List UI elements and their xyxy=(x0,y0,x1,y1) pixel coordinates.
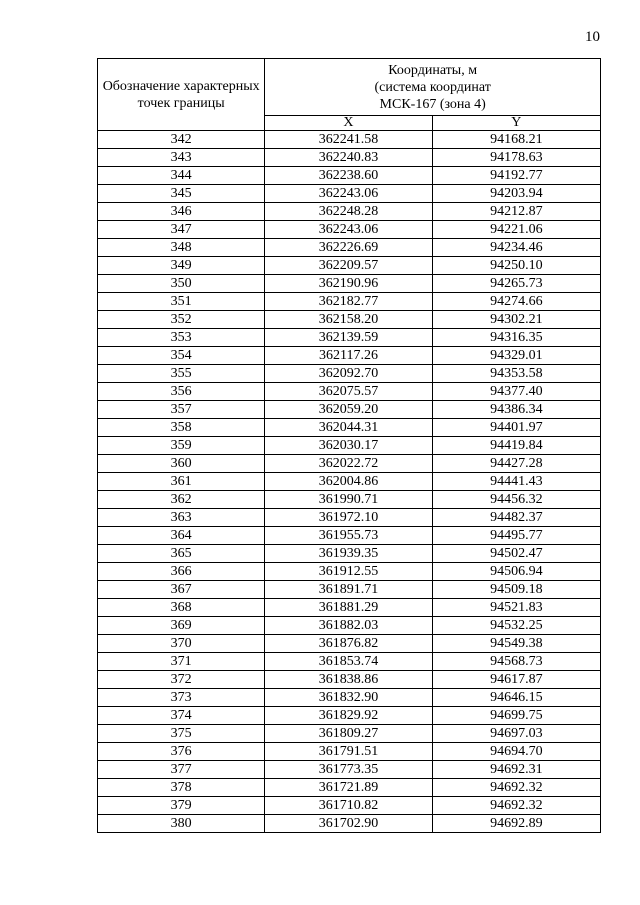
y-coordinate-cell: 94617.87 xyxy=(432,671,600,689)
table-row xyxy=(98,599,601,617)
x-coordinate-cell: 361702.90 xyxy=(265,815,432,833)
table-row xyxy=(98,743,601,761)
x-coordinate-cell: 361791.51 xyxy=(265,743,432,761)
y-coordinate-cell: 94521.83 xyxy=(432,599,600,617)
y-coordinate-cell: 94168.21 xyxy=(432,131,600,149)
table-row xyxy=(98,509,601,527)
point-id-cell: 342 xyxy=(98,131,265,149)
table-row xyxy=(98,455,601,473)
coordinates-header-line3: МСК-167 (зона 4) xyxy=(379,96,486,112)
x-coordinate-cell: 361891.71 xyxy=(265,581,432,599)
x-coordinate-cell: 361710.82 xyxy=(265,797,432,815)
point-id-cell: 371 xyxy=(98,653,265,671)
table-row xyxy=(98,383,601,401)
point-id-cell: 370 xyxy=(98,635,265,653)
y-coordinate-cell: 94697.03 xyxy=(432,725,600,743)
x-coordinate-cell: 362158.20 xyxy=(265,311,432,329)
y-coordinate-cell: 94192.77 xyxy=(432,167,600,185)
y-coordinate-cell: 94692.32 xyxy=(432,779,600,797)
y-column-header: Y xyxy=(432,116,600,131)
y-coordinate-cell: 94456.32 xyxy=(432,491,600,509)
x-coordinate-cell: 361773.35 xyxy=(265,761,432,779)
point-id-cell: 355 xyxy=(98,365,265,383)
x-coordinate-cell: 361838.86 xyxy=(265,671,432,689)
x-coordinate-cell: 362092.70 xyxy=(265,365,432,383)
x-coordinate-cell: 362022.72 xyxy=(265,455,432,473)
x-coordinate-cell: 362139.59 xyxy=(265,329,432,347)
y-coordinate-cell: 94419.84 xyxy=(432,437,600,455)
x-coordinate-cell: 362030.17 xyxy=(265,437,432,455)
point-id-cell: 369 xyxy=(98,617,265,635)
y-coordinate-cell: 94495.77 xyxy=(432,527,600,545)
table-row xyxy=(98,527,601,545)
table-row xyxy=(98,329,601,347)
y-coordinate-cell: 94250.10 xyxy=(432,257,600,275)
y-coordinate-cell: 94502.47 xyxy=(432,545,600,563)
x-coordinate-cell: 362241.58 xyxy=(265,131,432,149)
table-row xyxy=(98,473,601,491)
point-id-cell: 358 xyxy=(98,419,265,437)
page-number: 10 xyxy=(585,29,600,45)
table-row xyxy=(98,491,601,509)
point-id-cell: 345 xyxy=(98,185,265,203)
table-row xyxy=(98,581,601,599)
table-row xyxy=(98,689,601,707)
point-designation-header: Обозначение характерных точек границы xyxy=(98,59,265,131)
y-coordinate-cell: 94377.40 xyxy=(432,383,600,401)
table-row xyxy=(98,419,601,437)
table-body xyxy=(98,131,601,833)
y-coordinate-cell: 94549.38 xyxy=(432,635,600,653)
point-id-cell: 379 xyxy=(98,797,265,815)
table-row xyxy=(98,635,601,653)
table-row xyxy=(98,761,601,779)
table-row xyxy=(98,293,601,311)
coordinates-table xyxy=(97,58,601,833)
point-id-cell: 352 xyxy=(98,311,265,329)
table-row xyxy=(98,203,601,221)
y-coordinate-cell: 94532.25 xyxy=(432,617,600,635)
y-coordinate-cell: 94694.70 xyxy=(432,743,600,761)
point-id-cell: 380 xyxy=(98,815,265,833)
y-coordinate-cell: 94265.73 xyxy=(432,275,600,293)
table-row xyxy=(98,131,601,149)
table-row xyxy=(98,617,601,635)
table-row xyxy=(98,725,601,743)
x-coordinate-cell: 362248.28 xyxy=(265,203,432,221)
point-id-cell: 366 xyxy=(98,563,265,581)
point-id-cell: 346 xyxy=(98,203,265,221)
y-coordinate-cell: 94509.18 xyxy=(432,581,600,599)
x-coordinate-cell: 362238.60 xyxy=(265,167,432,185)
y-coordinate-cell: 94692.31 xyxy=(432,761,600,779)
point-id-cell: 377 xyxy=(98,761,265,779)
x-coordinate-cell: 362059.20 xyxy=(265,401,432,419)
x-coordinate-cell: 362240.83 xyxy=(265,149,432,167)
point-id-cell: 367 xyxy=(98,581,265,599)
point-id-cell: 350 xyxy=(98,275,265,293)
point-id-cell: 359 xyxy=(98,437,265,455)
point-id-cell: 368 xyxy=(98,599,265,617)
x-coordinate-cell: 362117.26 xyxy=(265,347,432,365)
table-row xyxy=(98,185,601,203)
point-id-cell: 361 xyxy=(98,473,265,491)
coordinates-header-line2: (система координат xyxy=(374,79,491,95)
x-coordinate-cell: 362044.31 xyxy=(265,419,432,437)
x-coordinate-cell: 361829.92 xyxy=(265,707,432,725)
point-id-cell: 378 xyxy=(98,779,265,797)
point-id-cell: 357 xyxy=(98,401,265,419)
table-row xyxy=(98,401,601,419)
x-coordinate-cell: 362182.77 xyxy=(265,293,432,311)
table-row xyxy=(98,167,601,185)
point-id-cell: 376 xyxy=(98,743,265,761)
table-row xyxy=(98,311,601,329)
table-row xyxy=(98,239,601,257)
coordinates-header-line1: Координаты, м xyxy=(388,62,478,78)
y-coordinate-cell: 94692.89 xyxy=(432,815,600,833)
y-coordinate-cell: 94329.01 xyxy=(432,347,600,365)
y-coordinate-cell: 94353.58 xyxy=(432,365,600,383)
point-id-cell: 349 xyxy=(98,257,265,275)
x-coordinate-cell: 362243.06 xyxy=(265,185,432,203)
x-coordinate-cell: 361955.73 xyxy=(265,527,432,545)
coordinates-header xyxy=(265,59,601,116)
y-coordinate-cell: 94316.35 xyxy=(432,329,600,347)
table-row xyxy=(98,707,601,725)
y-coordinate-cell: 94506.94 xyxy=(432,563,600,581)
x-coordinate-cell: 362075.57 xyxy=(265,383,432,401)
y-coordinate-cell: 94482.37 xyxy=(432,509,600,527)
x-coordinate-cell: 361990.71 xyxy=(265,491,432,509)
x-coordinate-cell: 361721.89 xyxy=(265,779,432,797)
point-id-cell: 362 xyxy=(98,491,265,509)
x-coordinate-cell: 362209.57 xyxy=(265,257,432,275)
y-coordinate-cell: 94699.75 xyxy=(432,707,600,725)
point-id-cell: 374 xyxy=(98,707,265,725)
y-coordinate-cell: 94203.94 xyxy=(432,185,600,203)
x-coordinate-cell: 361939.35 xyxy=(265,545,432,563)
table-row xyxy=(98,779,601,797)
x-coordinate-cell: 361881.29 xyxy=(265,599,432,617)
x-coordinate-cell: 362243.06 xyxy=(265,221,432,239)
table-row xyxy=(98,275,601,293)
table-row xyxy=(98,149,601,167)
x-coordinate-cell: 362004.86 xyxy=(265,473,432,491)
y-coordinate-cell: 94302.21 xyxy=(432,311,600,329)
y-coordinate-cell: 94212.87 xyxy=(432,203,600,221)
point-id-cell: 372 xyxy=(98,671,265,689)
x-coordinate-cell: 361809.27 xyxy=(265,725,432,743)
x-coordinate-cell: 361912.55 xyxy=(265,563,432,581)
table-row xyxy=(98,797,601,815)
x-coordinate-cell: 362190.96 xyxy=(265,275,432,293)
x-coordinate-cell: 361972.10 xyxy=(265,509,432,527)
point-id-cell: 343 xyxy=(98,149,265,167)
y-coordinate-cell: 94178.63 xyxy=(432,149,600,167)
point-id-cell: 373 xyxy=(98,689,265,707)
point-id-cell: 347 xyxy=(98,221,265,239)
y-coordinate-cell: 94386.34 xyxy=(432,401,600,419)
point-id-cell: 344 xyxy=(98,167,265,185)
table-row xyxy=(98,671,601,689)
table-row xyxy=(98,437,601,455)
point-id-cell: 351 xyxy=(98,293,265,311)
x-column-header: X xyxy=(265,116,432,131)
point-id-cell: 356 xyxy=(98,383,265,401)
point-id-cell: 354 xyxy=(98,347,265,365)
table-row xyxy=(98,365,601,383)
table-row xyxy=(98,563,601,581)
y-coordinate-cell: 94234.46 xyxy=(432,239,600,257)
y-coordinate-cell: 94441.43 xyxy=(432,473,600,491)
table-row xyxy=(98,653,601,671)
table-row xyxy=(98,221,601,239)
point-id-cell: 348 xyxy=(98,239,265,257)
point-id-cell: 360 xyxy=(98,455,265,473)
table-row xyxy=(98,257,601,275)
x-coordinate-cell: 362226.69 xyxy=(265,239,432,257)
y-coordinate-cell: 94568.73 xyxy=(432,653,600,671)
y-coordinate-cell: 94646.15 xyxy=(432,689,600,707)
y-coordinate-cell: 94692.32 xyxy=(432,797,600,815)
y-coordinate-cell: 94401.97 xyxy=(432,419,600,437)
table-row xyxy=(98,815,601,833)
x-coordinate-cell: 361853.74 xyxy=(265,653,432,671)
point-id-cell: 365 xyxy=(98,545,265,563)
y-coordinate-cell: 94427.28 xyxy=(432,455,600,473)
point-id-cell: 375 xyxy=(98,725,265,743)
point-id-cell: 364 xyxy=(98,527,265,545)
y-coordinate-cell: 94274.66 xyxy=(432,293,600,311)
table-row xyxy=(98,347,601,365)
point-id-cell: 353 xyxy=(98,329,265,347)
y-coordinate-cell: 94221.06 xyxy=(432,221,600,239)
point-id-cell: 363 xyxy=(98,509,265,527)
x-coordinate-cell: 361882.03 xyxy=(265,617,432,635)
table-row xyxy=(98,545,601,563)
x-coordinate-cell: 361832.90 xyxy=(265,689,432,707)
x-coordinate-cell: 361876.82 xyxy=(265,635,432,653)
